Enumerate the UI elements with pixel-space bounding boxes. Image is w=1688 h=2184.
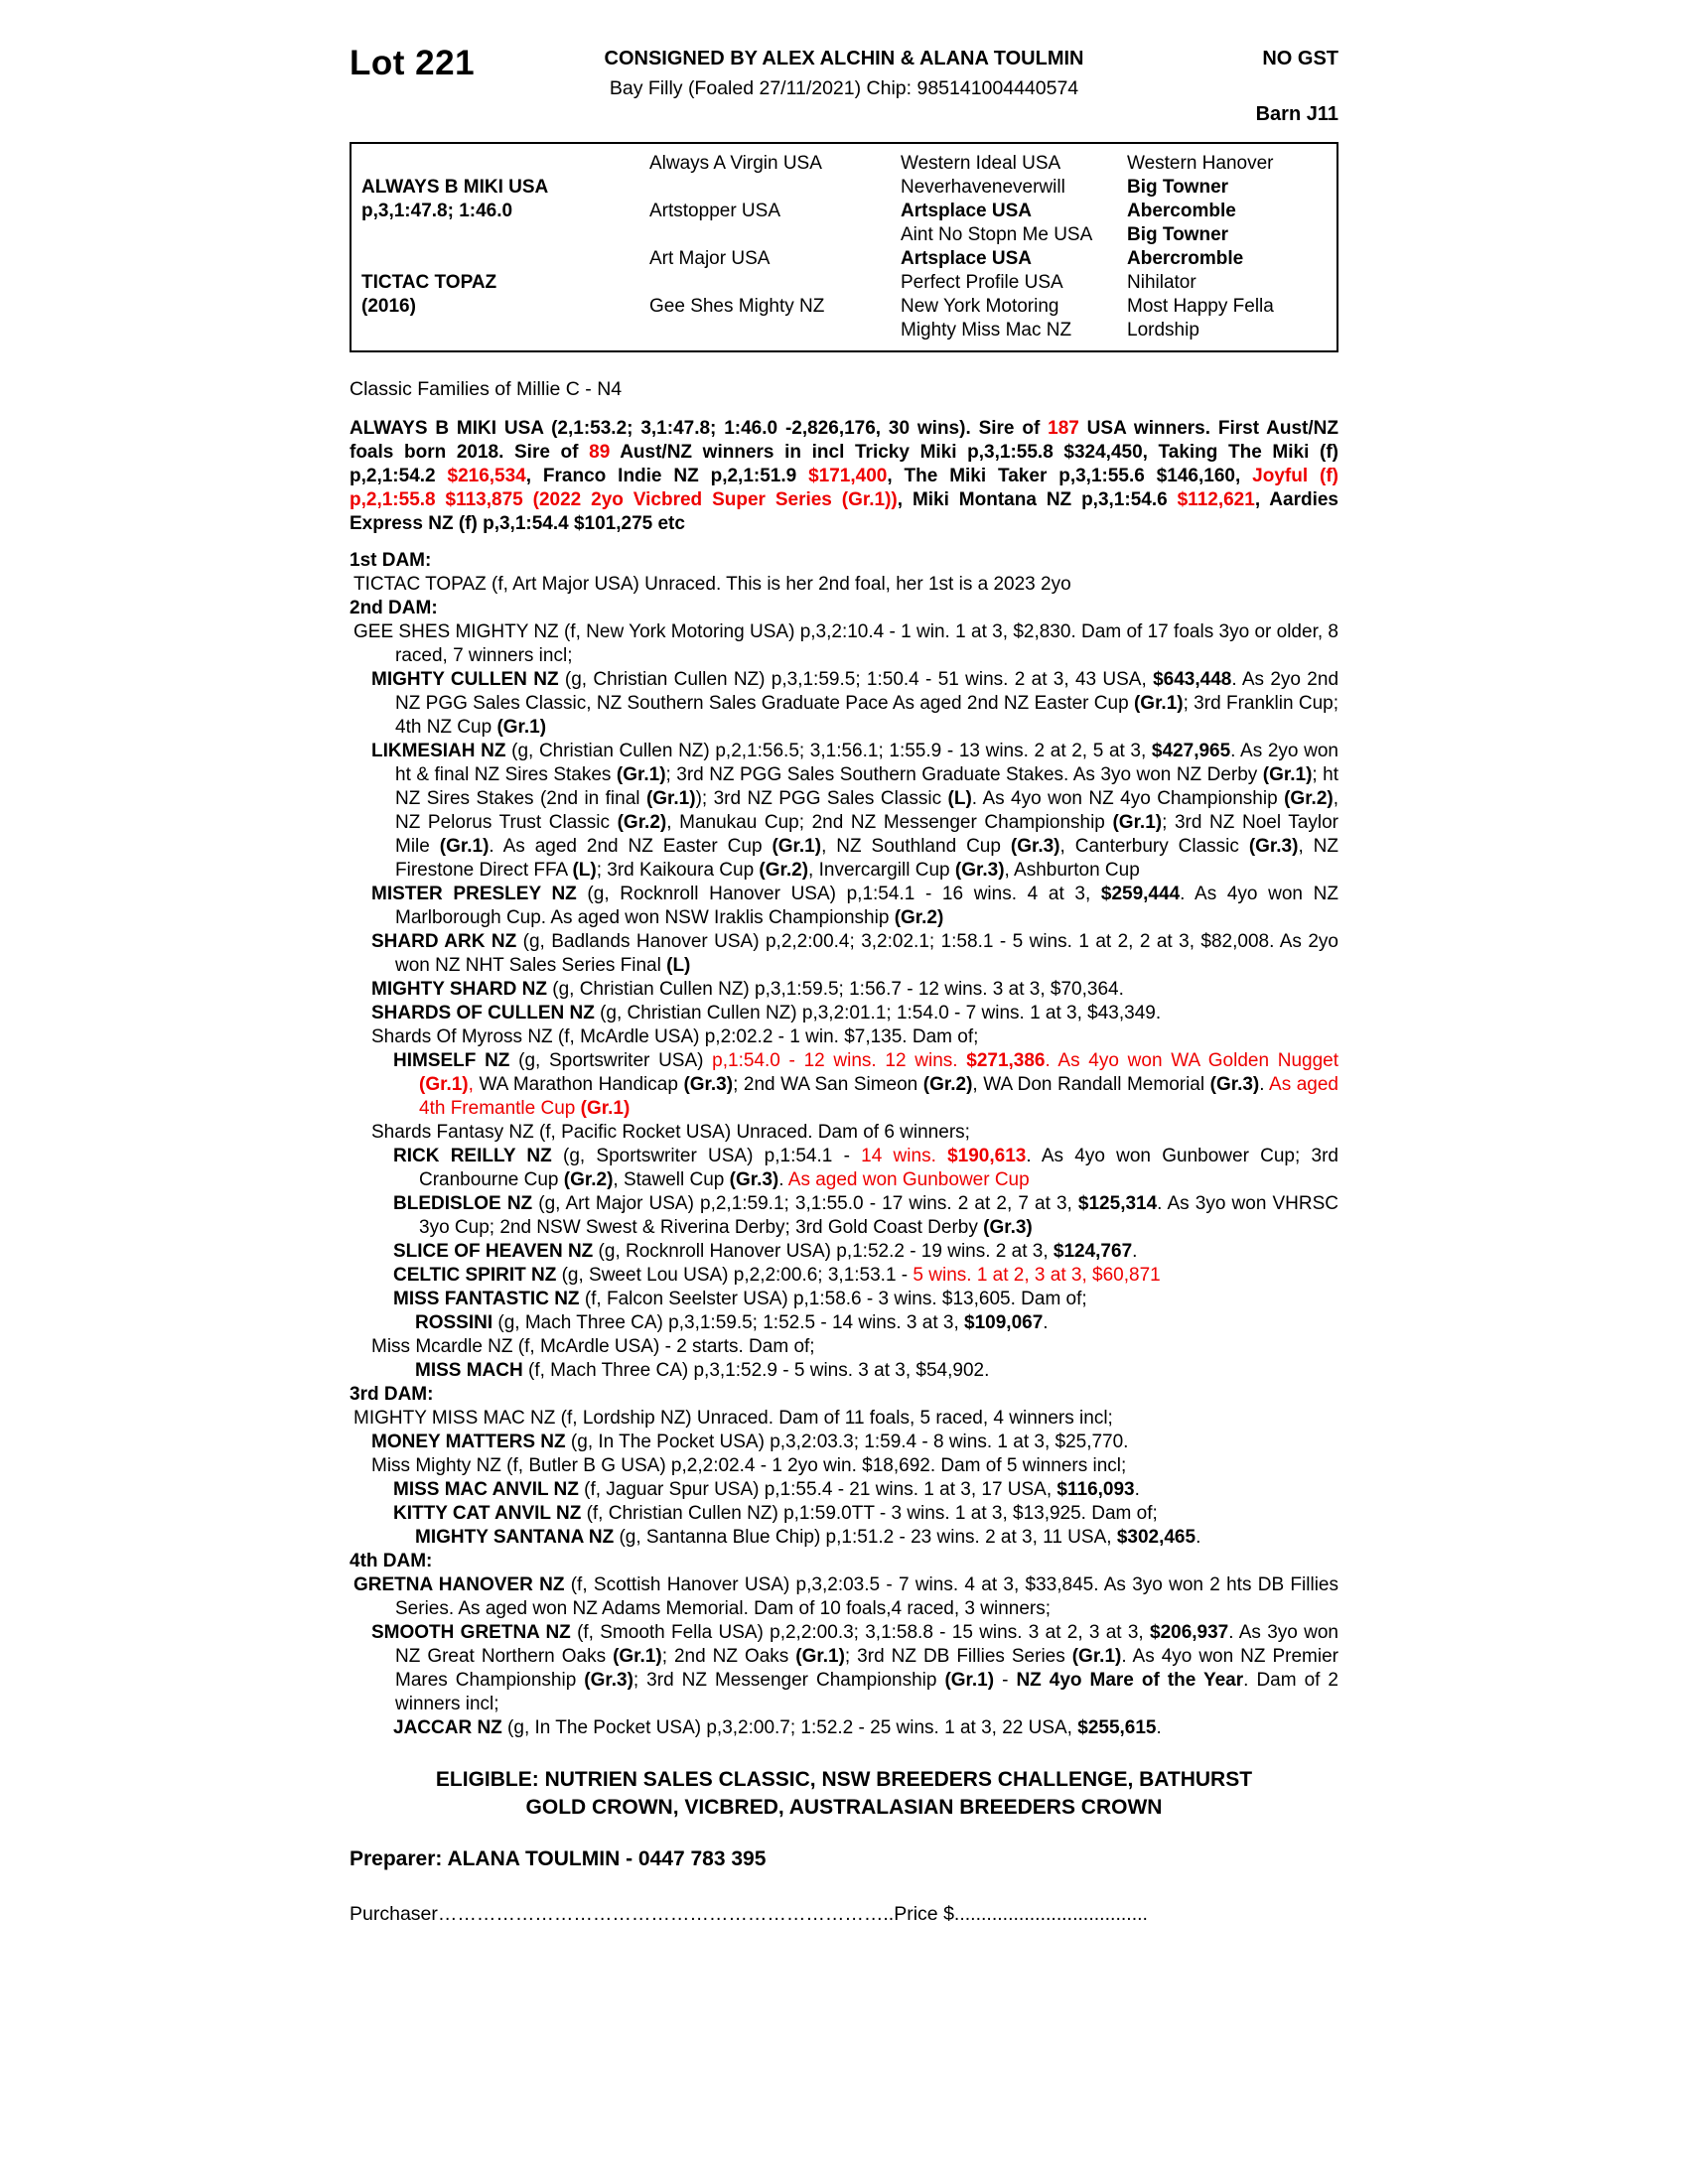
page-header — [350, 44, 1338, 126]
eligibility-statement — [350, 1766, 1338, 1822]
dam-sections — [350, 549, 1338, 1740]
progeny-para: JACCAR NZ (g, In The Pocket USA) p,3,2:00.7; 1:52.2 - 25 wins. 1 at 3, 22 USA, $255,615. — [393, 1717, 1162, 1738]
granddam: Gee Shes Mighty NZ — [649, 296, 825, 317]
horse-description: Bay Filly (Foaled 27/11/2021) Chip: 985141004440574 — [609, 77, 1079, 99]
purchaser-price-line — [350, 1903, 1338, 1926]
progeny-para: SLICE OF HEAVEN NZ (g, Rocknroll Hanover USA) p,1:52.2 - 19 wins. 2 at 3, $124,767. — [393, 1241, 1138, 1262]
progeny-para: MISS FANTASTIC NZ (f, Falcon Seelster USA) p,1:58.6 - 3 wins. $13,605. Dam of; — [393, 1289, 1087, 1309]
page-content — [350, 44, 1338, 1926]
progeny-para: RICK REILLY NZ (g, Sportswriter USA) p,1:54.1 - 14 wins. $190,613. As 4yo won Gunbower Cup; 3rd Cranbourne Cup (Gr.2), Stawell Cup (Gr.3). As aged won Gunbower Cup — [393, 1146, 1338, 1190]
ancestor: Aint No Stopn Me USA — [901, 224, 1093, 245]
lot-number: Lot 221 — [350, 44, 476, 82]
grandsire: Always A Virgin USA — [649, 153, 822, 174]
purchaser-blank: Purchaser…………………………………………………………….. — [350, 1903, 895, 1925]
progeny-para: Shards Fantasy NZ (f, Pacific Rocket USA) Unraced. Dam of 6 winners; — [371, 1122, 970, 1143]
ancestor: Abercromble — [1127, 248, 1244, 269]
heading-2nd-dam: 2nd DAM: — [350, 598, 438, 618]
progeny-para: Shards Of Myross NZ (f, McArdle USA) p,2:02.2 - 1 win. $7,135. Dam of; — [371, 1026, 979, 1047]
header-right — [1120, 44, 1338, 126]
eligibility-line: ELIGIBLE: NUTRIEN SALES CLASSIC, NSW BREEDERS CHALLENGE, BATHURST — [435, 1768, 1253, 1791]
header-center — [568, 44, 1120, 100]
ancestor: Artsplace USA — [901, 201, 1032, 221]
dam4-para: GRETNA HANOVER NZ (f, Scottish Hanover USA) p,3,2:03.5 - 7 wins. 4 at 3, $33,845. As 3yo won 2 hts DB Fillies Series. As aged won NZ Adams Memorial. Dam of 10 foals,4 raced, 3 winners; — [353, 1574, 1338, 1619]
sire-summary-paragraph: ALWAYS B MIKI USA (2,1:53.2; 3,1:47.8; 1:46.0 -2,826,176, 30 wins). Sire of 187 USA winners. First Aust/NZ foals born 2018. Sire of 89 Aust/NZ winners in incl Tricky Miki p,3,1:55.8 $324,450, Taking The Miki (f) p,2,1:54.2 $216,534, Franco Indie NZ p,2,1:51.9 $171,400, The Miki Taker p,3,1:55.6 $146,160, Joyful (f) p,2,1:55.8 $113,875 (2022 2yo Vicbred Super Series (Gr.1)), Miki Montana NZ p,3,1:54.6 $112,621, Aardies Express NZ (f) p,3,1:54.4 $101,275 etc — [350, 418, 1339, 534]
gst-status: NO GST — [1262, 48, 1338, 69]
ancestor: Perfect Profile USA — [901, 272, 1063, 293]
ancestor: Neverhaveneverwill — [901, 177, 1065, 198]
progeny-para: MISS MAC ANVIL NZ (f, Jaguar Spur USA) p,1:55.4 - 21 wins. 1 at 3, 17 USA, $116,093. — [393, 1479, 1140, 1500]
dam3-para: MIGHTY MISS MAC NZ (f, Lordship NZ) Unraced. Dam of 11 foals, 5 raced, 4 winners incl; — [353, 1408, 1113, 1429]
ancestor: Artsplace USA — [901, 248, 1032, 269]
progeny-para: MIGHTY SANTANA NZ (g, Santanna Blue Chip) p,1:51.2 - 23 wins. 2 at 3, 11 USA, $302,465. — [415, 1527, 1201, 1548]
granddam: Artstopper USA — [649, 201, 780, 221]
pedigree-table — [350, 142, 1338, 352]
ancestor: Big Towner — [1127, 177, 1229, 198]
classic-family-line: Classic Families of Millie C - N4 — [350, 378, 623, 400]
heading-4th-dam: 4th DAM: — [350, 1551, 433, 1571]
ancestor: Lordship — [1127, 320, 1199, 341]
grandsire: Art Major USA — [649, 248, 771, 269]
progeny-para: SHARD ARK NZ (g, Badlands Hanover USA) p,2,2:00.4; 3,2:02.1; 1:58.1 - 5 wins. 1 at 2, 2 at 3, $82,008. As 2yo won NZ NHT Sales Series Final (L) — [371, 931, 1338, 976]
progeny-para: LIKMESIAH NZ (g, Christian Cullen NZ) p,2,1:56.5; 3,1:56.1; 1:55.9 - 13 wins. 2 at 2, 5 at 3, $427,965. As 2yo won ht & final NZ Sires Stakes (Gr.1); 3rd NZ PGG Sales Southern Graduate Stakes. As 3yo won NZ Derby (Gr.1); ht NZ Sires Stakes (2nd in final (Gr.1)); 3rd NZ PGG Sales Classic (L). As 4yo won NZ 4yo Championship (Gr.2), NZ Pelorus Trust Classic (Gr.2), Manukau Cup; 2nd NZ Messenger Championship (Gr.1); 3rd NZ Noel Taylor Mile (Gr.1). As aged 2nd NZ Easter Cup (Gr.1), NZ Southland Cup (Gr.3), Canterbury Classic (Gr.3), NZ Firestone Direct FFA (L); 3rd Kaikoura Cup (Gr.2), Invercargill Cup (Gr.3), Ashburton Cup — [371, 741, 1339, 881]
progeny-para: MISS MACH (f, Mach Three CA) p,3,1:52.9 - 5 wins. 3 at 3, $54,902. — [415, 1360, 990, 1381]
progeny-para: Miss Mighty NZ (f, Butler B G USA) p,2,2:02.4 - 1 2yo win. $18,692. Dam of 5 winners incl; — [371, 1455, 1127, 1476]
progeny-para: MONEY MATTERS NZ (g, In The Pocket USA) p,3,2:03.3; 1:59.4 - 8 wins. 1 at 3, $25,770. — [371, 1432, 1129, 1452]
consignor-line: CONSIGNED BY ALEX ALCHIN & ALANA TOULMIN — [604, 48, 1084, 69]
progeny-para: KITTY CAT ANVIL NZ (f, Christian Cullen NZ) p,1:59.0TT - 3 wins. 1 at 3, $13,925. Dam of; — [393, 1503, 1158, 1524]
progeny-para: CELTIC SPIRIT NZ (g, Sweet Lou USA) p,2,2:00.6; 3,1:53.1 - 5 wins. 1 at 2, 3 at 3, $60,871 — [393, 1265, 1161, 1286]
progeny-para: BLEDISLOE NZ (g, Art Major USA) p,2,1:59.1; 3,1:55.0 - 17 wins. 2 at 2, 7 at 3, $125,314. As 3yo won VHRSC 3yo Cup; 2nd NSW Swest & Riverina Derby; 3rd Gold Coast Derby (Gr.3) — [393, 1193, 1338, 1238]
dam1-para: TICTAC TOPAZ (f, Art Major USA) Unraced. This is her 2nd foal, her 1st is a 2023 2yo — [353, 574, 1071, 595]
ancestor: Most Happy Fella — [1127, 296, 1274, 317]
progeny-para: Miss Mcardle NZ (f, McArdle USA) - 2 starts. Dam of; — [371, 1336, 815, 1357]
progeny-para: SMOOTH GRETNA NZ (f, Smooth Fella USA) p,2,2:00.3; 3,1:58.8 - 15 wins. 3 at 2, 3 at 3, $206,937. As 3yo won NZ Great Northern Oaks (Gr.1); 2nd NZ Oaks (Gr.1); 3rd NZ DB Fillies Series (Gr.1). As 4yo won NZ Premier Mares Championship (Gr.3); 3rd NZ Messenger Championship (Gr.1) - NZ 4yo Mare of the Year. Dam of 2 winners incl; — [371, 1622, 1339, 1714]
barn-number: Barn J11 — [1255, 103, 1338, 125]
heading-3rd-dam: 3rd DAM: — [350, 1384, 434, 1405]
progeny-para: SHARDS OF CULLEN NZ (g, Christian Cullen NZ) p,3,2:01.1; 1:54.0 - 7 wins. 1 at 3, $43,349. — [371, 1003, 1162, 1024]
ancestor: Nihilator — [1127, 272, 1196, 293]
progeny-para: ROSSINI (g, Mach Three CA) p,3,1:59.5; 1:52.5 - 14 wins. 3 at 3, $109,067. — [415, 1312, 1049, 1333]
eligibility-line: GOLD CROWN, VICBRED, AUSTRALASIAN BREEDERS CROWN — [525, 1796, 1163, 1819]
price-blank: Price $.................................... — [894, 1903, 1148, 1925]
progeny-para: HIMSELF NZ (g, Sportswriter USA) p,1:54.0 - 12 wins. 12 wins. $271,386. As 4yo won WA Golden Nugget (Gr.1), WA Marathon Handicap (Gr.3); 2nd WA San Simeon (Gr.2), WA Don Randall Memorial (Gr.3). As aged 4th Fremantle Cup (Gr.1) — [393, 1050, 1339, 1119]
ancestor: Abercomble — [1127, 201, 1236, 221]
sire-name: ALWAYS B MIKI USA p,3,1:47.8; 1:46.0 — [361, 177, 549, 221]
dam2-para: GEE SHES MIGHTY NZ (f, New York Motoring USA) p,3,2:10.4 - 1 win. 1 at 3, $2,830. Dam of 17 foals 3yo or older, 8 raced, 7 winners incl; — [353, 621, 1338, 666]
ancestor: Mighty Miss Mac NZ — [901, 320, 1072, 341]
progeny-para: MISTER PRESLEY NZ (g, Rocknroll Hanover USA) p,1:54.1 - 16 wins. 4 at 3, $259,444. As 4yo won NZ Marlborough Cup. As aged won NSW Iraklis Championship (Gr.2) — [371, 884, 1338, 928]
preparer-line: Preparer: ALANA TOULMIN - 0447 783 395 — [350, 1847, 767, 1870]
ancestor: Western Hanover — [1127, 153, 1274, 174]
ancestor: Western Ideal USA — [901, 153, 1061, 174]
dam-name: TICTAC TOPAZ (2016) — [361, 272, 497, 317]
heading-1st-dam: 1st DAM: — [350, 550, 432, 571]
ancestor: New York Motoring — [901, 296, 1059, 317]
ancestor: Big Towner — [1127, 224, 1229, 245]
progeny-para: MIGHTY CULLEN NZ (g, Christian Cullen NZ) p,3,1:59.5; 1:50.4 - 51 wins. 2 at 3, 43 USA, $643,448. As 2yo 2nd NZ PGG Sales Classic, NZ Southern Sales Graduate Pace As aged 2nd NZ Easter Cup (Gr.1); 3rd Franklin Cup; 4th NZ Cup (Gr.1) — [371, 669, 1339, 738]
progeny-para: MIGHTY SHARD NZ (g, Christian Cullen NZ) p,3,1:59.5; 1:56.7 - 12 wins. 3 at 3, $70,364. — [371, 979, 1124, 1000]
